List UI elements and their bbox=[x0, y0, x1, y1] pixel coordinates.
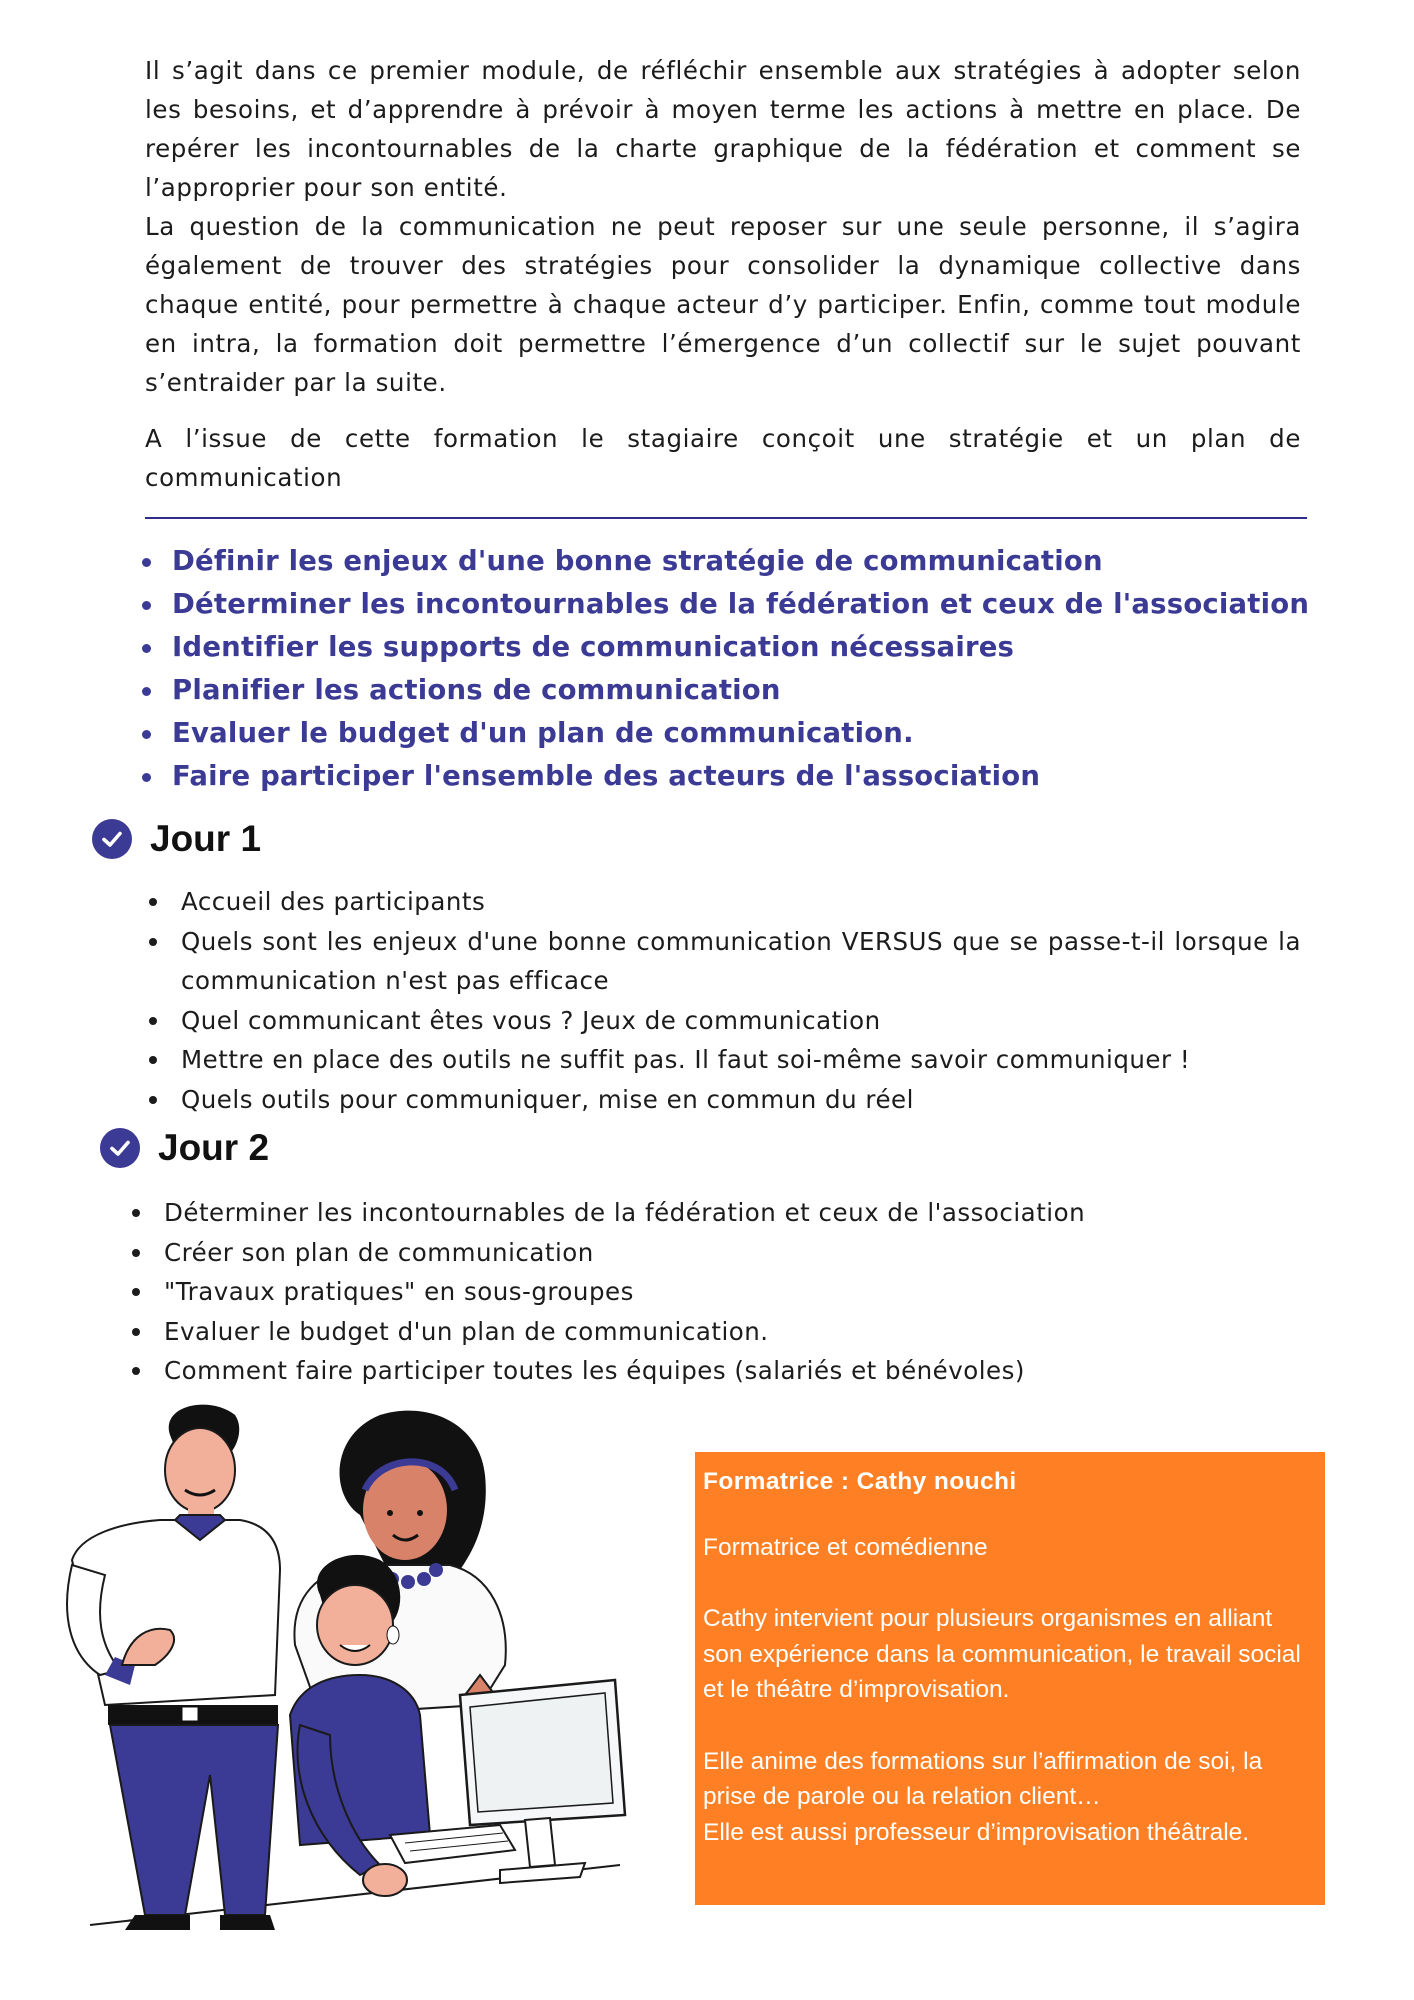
team-illustration bbox=[60, 1395, 640, 1955]
objective-item: Faire participer l'ensemble des acteurs de l'association bbox=[138, 755, 1309, 798]
objective-item: Identifier les supports de communication nécessaires bbox=[138, 626, 1309, 669]
day2-item: "Travaux pratiques" en sous-groupes bbox=[128, 1272, 1128, 1312]
trainer-role: Formatrice et comédienne bbox=[703, 1533, 988, 1561]
intro-conclusion: A l’issue de cette formation le stagiaire conçoit une stratégie et un plan de communication bbox=[145, 424, 1301, 492]
day2-item: Comment faire participer toutes les équipes (salariés et bénévoles) bbox=[128, 1351, 1128, 1391]
objectives-list bbox=[138, 540, 1309, 798]
day1-item: Quels sont les enjeux d'une bonne communication VERSUS que se passe-t-il lorsque la communication n'est pas efficace bbox=[145, 922, 1301, 1001]
day2-item: Evaluer le budget d'un plan de communication. bbox=[128, 1312, 1128, 1352]
intro-paragraph-1: Il s’agit dans ce premier module, de réfléchir ensemble aux stratégies à adopter selon les besoins, et d’apprendre à prévoir à moyen terme les actions à mettre en place. De repérer les incontournables de la charte graphique de la fédération et comment se l’approprier pour son entité. bbox=[145, 56, 1301, 202]
day2-heading bbox=[100, 1127, 269, 1169]
day1-item: Quels outils pour communiquer, mise en commun du réel bbox=[145, 1080, 1301, 1120]
trainer-name: Formatrice : Cathy nouchi bbox=[703, 1468, 1017, 1495]
day1-list bbox=[145, 882, 1301, 1119]
objective-item: Déterminer les incontournables de la fédération et ceux de l'association bbox=[138, 583, 1309, 626]
trainer-bio-3: Elle est aussi professeur d’improvisation théâtrale. bbox=[703, 1818, 1250, 1846]
objective-item: Planifier les actions de communication bbox=[138, 669, 1309, 712]
objective-item: Définir les enjeux d'une bonne stratégie de communication bbox=[138, 540, 1309, 583]
day1-title: Jour 1 bbox=[150, 818, 262, 859]
trainer-bio-1: Cathy intervient pour plusieurs organismes en alliant son expérience dans la communication, le travail social et le théâtre d’improvisation. bbox=[703, 1605, 1301, 1703]
day1-item: Quel communicant êtes vous ? Jeux de communication bbox=[145, 1001, 1301, 1041]
day1-item: Mettre en place des outils ne suffit pas. Il faut soi-même savoir communiquer ! bbox=[145, 1040, 1301, 1080]
day2-title: Jour 2 bbox=[158, 1127, 270, 1168]
intro-text bbox=[145, 51, 1301, 497]
day2-item: Déterminer les incontournables de la fédération et ceux de l'association bbox=[128, 1193, 1128, 1233]
trainer-bio-2: Elle anime des formations sur l’affirmation de soi, la prise de parole ou la relation client… bbox=[703, 1747, 1263, 1810]
check-circle-icon bbox=[92, 819, 132, 859]
trainer-box bbox=[695, 1452, 1325, 1905]
check-circle-icon bbox=[100, 1128, 140, 1168]
day1-heading bbox=[92, 818, 261, 860]
section-divider bbox=[145, 517, 1307, 519]
objective-item: Evaluer le budget d'un plan de communication. bbox=[138, 712, 1309, 755]
day2-list bbox=[128, 1193, 1128, 1391]
intro-paragraph-2: La question de la communication ne peut reposer sur une seule personne, il s’agira également de trouver des stratégies pour consolider la dynamique collective dans chaque entité, pour permettre à chaque acteur d’y participer. Enfin, comme tout module en intra, la formation doit permettre l’émergence d’un collectif sur le sujet pouvant s’entraider par la suite. bbox=[145, 212, 1301, 397]
day2-item: Créer son plan de communication bbox=[128, 1233, 1128, 1273]
day1-item: Accueil des participants bbox=[145, 882, 1301, 922]
